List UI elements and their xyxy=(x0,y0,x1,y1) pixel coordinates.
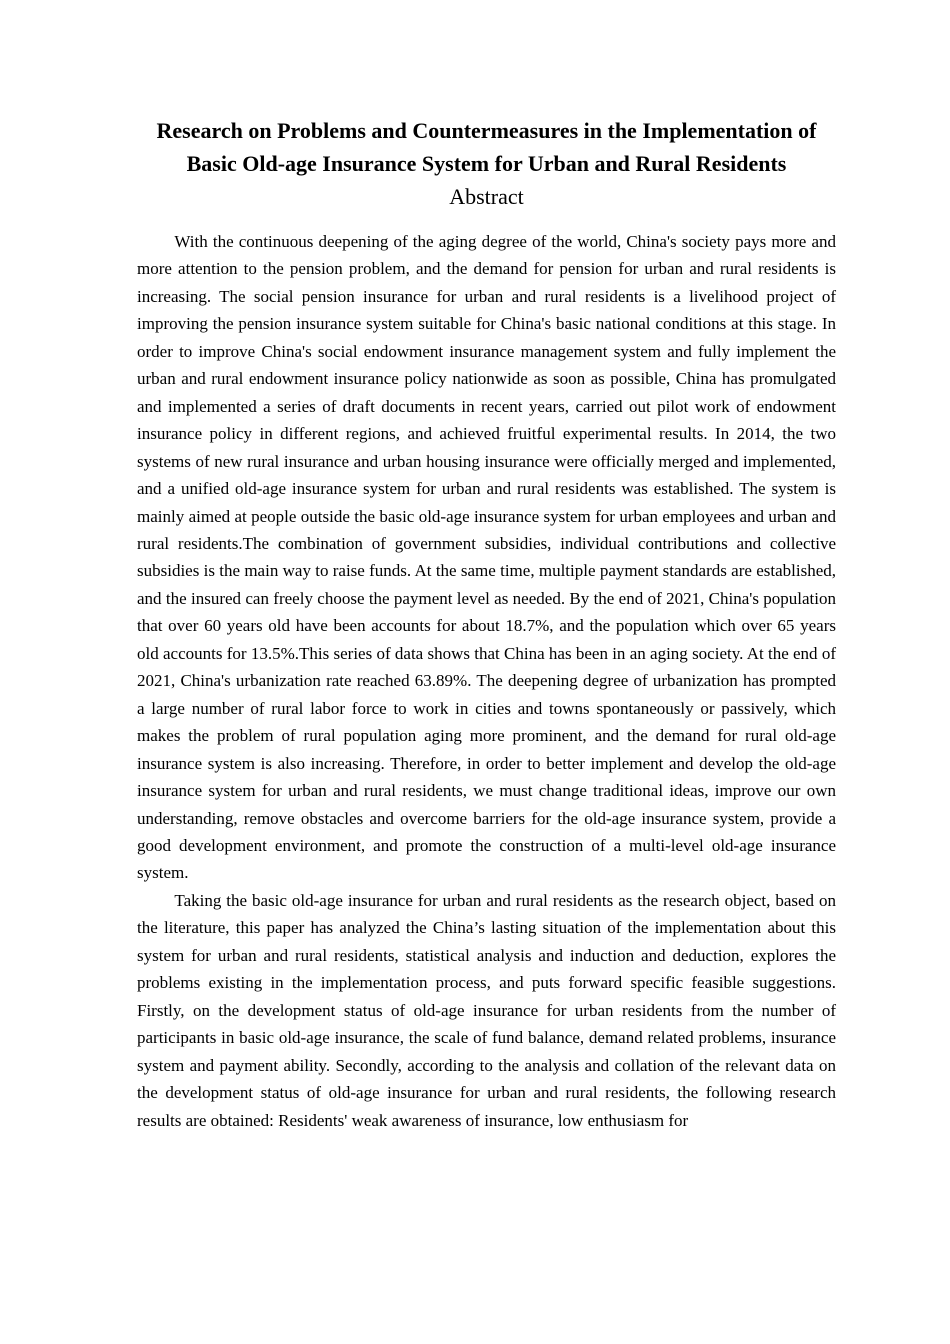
paper-title-line-1: Research on Problems and Countermeasures in the Implementation of xyxy=(156,118,817,143)
paper-title xyxy=(121,114,852,180)
abstract-body xyxy=(137,228,836,1134)
abstract-paragraph-1: With the continuous deepening of the aging degree of the world, China's society pays more and more attention to the pension problem, and the demand for pension for urban and rural residents is increasing. The social pension insurance for urban and rural residents is a livelihood project of improving the pension insurance system suitable for China's basic national conditions at this stage. In order to improve China's social endowment insurance management system and fully implement the urban and rural endowment insurance policy nationwide as soon as possible, China has promulgated and implemented a series of draft documents in recent years, carried out pilot work of endowment insurance policy in different regions, and achieved fruitful experimental results. In 2014, the two systems of new rural insurance and urban housing insurance were officially merged and implemented, and a unified old-age insurance system for urban and rural residents was established. The system is mainly aimed at people outside the basic old-age insurance system for urban employees and urban and rural residents.The combination of government subsidies, individual contributions and collective subsidies is the main way to raise funds. At the same time, multiple payment standards are established, and the insured can freely choose the payment level as needed. By the end of 2021, China's population that over 60 years old have been accounts for about 18.7%, and the population which over 65 years old accounts for 13.5%.This series of data shows that China has been in an aging society. At the end of 2021, China's urbanization rate reached 63.89%. The deepening degree of urbanization has prompted a large number of rural labor force to work in cities and towns spontaneously or passively, which makes the problem of rural population aging more prominent, and the demand for rural old-age insurance system is also increasing. Therefore, in order to better implement and develop the old-age insurance system for urban and rural residents, we must change traditional ideas, improve our own understanding, remove obstacles and overcome barriers for the old-age insurance system, provide a good development environment, and promote the construction of a multi-level old-age insurance system. xyxy=(137,232,836,883)
document-page xyxy=(137,114,836,1134)
abstract-paragraph-2: Taking the basic old-age insurance for urban and rural residents as the research object, based on the literature, this paper has analyzed the China’s lasting situation of the implementation about this system for urban and rural residents, statistical analysis and induction and deduction, explores the problems existing in the implementation process, and puts forward specific feasible suggestions. Firstly, on the development status of old-age insurance for urban residents from the number of participants in basic old-age insurance, the scale of fund balance, demand related problems, insurance system and payment ability. Secondly, according to the analysis and collation of the relevant data on the development status of old-age insurance for urban and rural residents, the following research results are obtained: Residents' weak awareness of insurance, low enthusiasm for xyxy=(137,890,836,1130)
paper-title-line-2: Basic Old-age Insurance System for Urban and Rural Residents xyxy=(186,151,787,176)
abstract-heading: Abstract xyxy=(449,184,524,209)
